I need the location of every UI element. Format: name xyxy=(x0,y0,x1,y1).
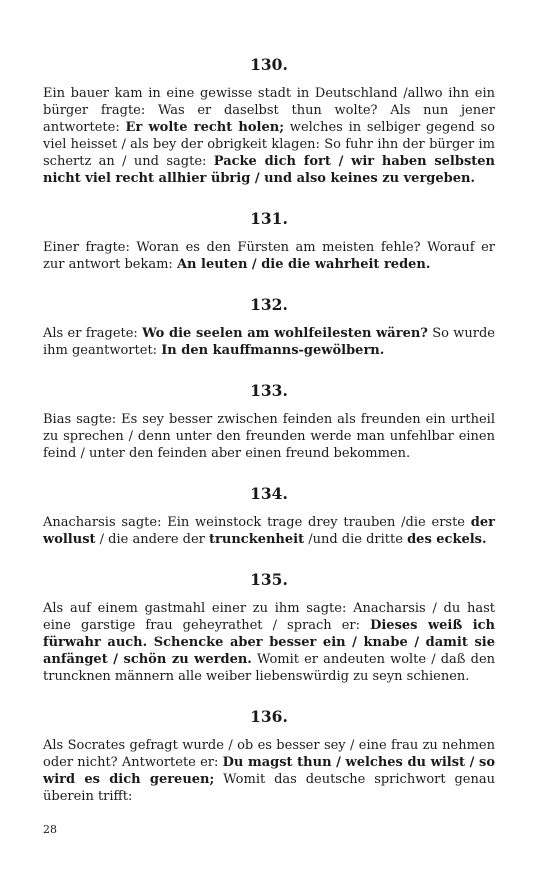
entry-text xyxy=(43,411,495,462)
bold-text-run: Packe dich fort / wir haben selbsten nicht viel recht allhier übrig / und also keines zu vergeben. xyxy=(43,154,496,186)
text-run: / die andere der xyxy=(95,532,210,547)
entry-number: 134. xyxy=(250,484,288,503)
bold-text-run: des eckels. xyxy=(407,532,487,547)
book-page xyxy=(43,55,495,805)
entry-number: 133. xyxy=(250,381,288,400)
bold-text-run: Du magst thun / welches du wilst / so wird es dich gereuen; xyxy=(43,755,495,787)
entry-number: 136. xyxy=(250,707,288,726)
entry-text xyxy=(43,85,495,187)
entry-text xyxy=(43,737,495,805)
text-run: Als Socrates gefragt wurde / ob es besser sey / eine frau zu nehmen oder nicht? Antwortete er: xyxy=(43,738,495,770)
entry-text xyxy=(43,600,495,685)
entry-number: 132. xyxy=(250,295,288,314)
text-run: Bias sagte: Es sey besser zwischen feinden als freunden ein urtheil zu sprechen / denn unter den freunden werde man unfehlbar einen feind / unter den feinden aber einen freund bekommen. xyxy=(43,412,495,461)
text-run: Als auf einem gastmahl einer zu ihm sagte: Anacharsis / du hast eine garstige frau geheyrathet / sprach er: xyxy=(43,601,495,633)
entry-number: 130. xyxy=(250,55,288,74)
text-run: /und die dritte xyxy=(304,532,408,547)
text-run: Anacharsis sagte: Ein weinstock trage drey trauben /die erste xyxy=(43,515,471,530)
bold-text-run: Er wolte recht holen; xyxy=(125,120,285,135)
entry-text xyxy=(43,325,495,359)
text-run: Womit er andeuten wolte / daß den truncknen männern alle weiber liebenswürdig zu seyn schienen. xyxy=(43,652,496,684)
text-run: Als er fragete: xyxy=(43,326,143,341)
text-run: Ein bauer kam in eine gewisse stadt in Deutschland /allwo ihn ein bürger fragte: Was er daselbst thun wolte? Als nun jener antwortete: xyxy=(43,86,495,135)
bold-text-run: An leuten / die die wahrheit reden. xyxy=(176,257,431,272)
page-number: 28 xyxy=(43,823,57,836)
text-run: Einer fragte: Woran es den Fürsten am meisten fehle? Worauf er zur antwort bekam: xyxy=(43,240,495,272)
bold-text-run: In den kauffmanns-gewölbern. xyxy=(161,343,385,358)
bold-text-run: Dieses weiß ich fürwahr auch. Schencke aber besser ein / knabe / damit sie anfänget / schön zu werden. xyxy=(43,618,495,667)
entry-131 xyxy=(43,209,495,273)
entry-text xyxy=(43,239,495,273)
bold-text-run: trunckenheit xyxy=(209,532,305,547)
entry-133 xyxy=(43,381,495,462)
bold-text-run: der wollust xyxy=(43,515,495,547)
entry-text xyxy=(43,514,495,548)
text-run: welches in selbiger gegend so viel heisset / als bey der obrigkeit klagen: So fuhr ihn der bürger im schertz an / und sagte: xyxy=(43,120,495,169)
entry-number: 135. xyxy=(250,570,288,589)
entry-135 xyxy=(43,570,495,685)
entry-number: 131. xyxy=(250,209,288,228)
bold-text-run: Wo die seelen am wohlfeilesten wären? xyxy=(142,326,428,341)
text-run: So wurde ihm geantwortet: xyxy=(43,326,495,358)
entry-136 xyxy=(43,707,495,805)
entry-134 xyxy=(43,484,495,548)
entry-130 xyxy=(43,55,495,187)
entry-132 xyxy=(43,295,495,359)
text-run: Womit das deutsche sprichwort genau überein trifft: xyxy=(43,772,495,804)
